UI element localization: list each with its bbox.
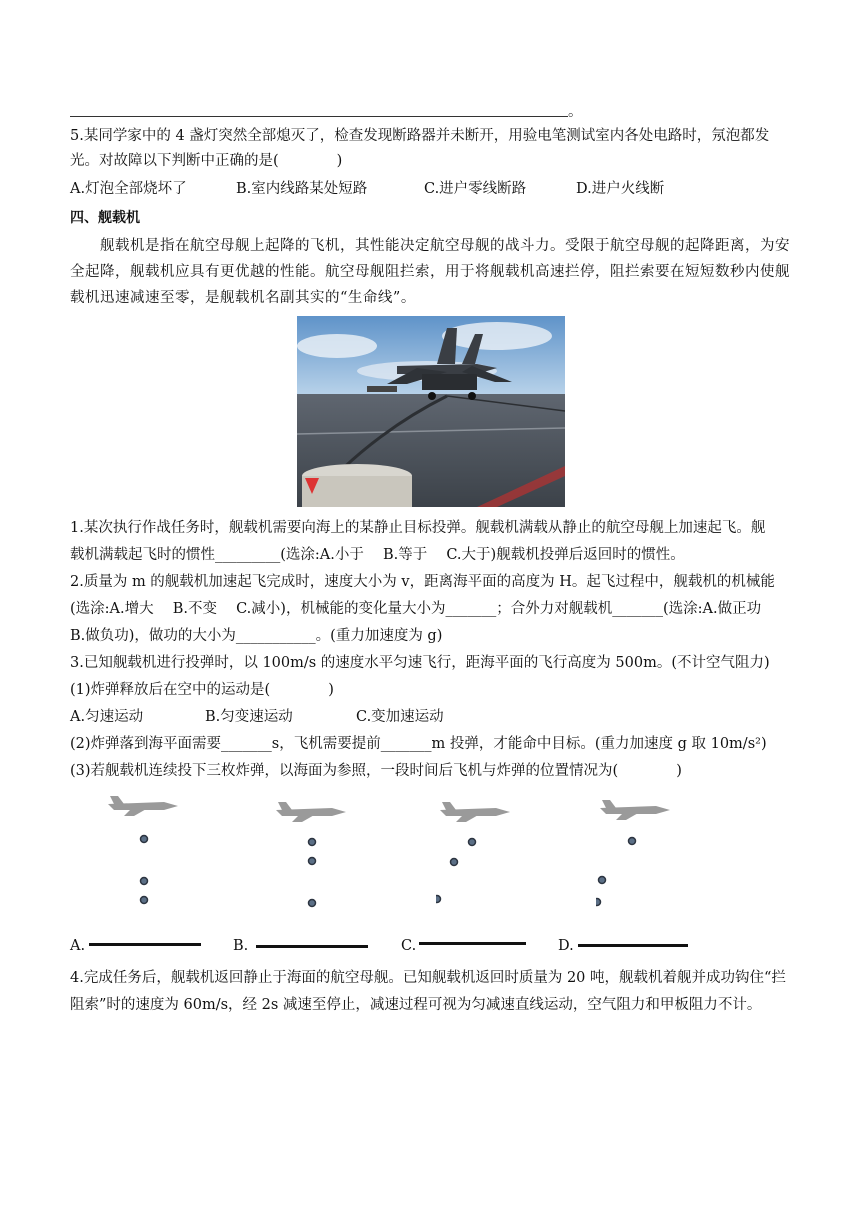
q1-line2: 载机满载起飞时的惯性_________(选涂:A.小于 B.等于 C.大于)舰载机投弹后返回时的惯性。 (70, 547, 685, 563)
figure-option-c-label: C. (401, 938, 417, 954)
q3-sub2: (2)炸弹落到海平面需要_______s，飞机需要提前_______m 投弹，才能命中目标。(重力加速度 g 取 10m/s²) (70, 736, 767, 752)
q3-sub1-option-a: A.匀速运动 (70, 709, 144, 725)
q5-option-c: C.进户零线断路 (424, 181, 527, 197)
figure-d-baseline (578, 944, 688, 947)
q2-line2: (选涂:A.增大 B.不变 C.减小)，机械能的变化量大小为_______；合外力对舰载机_______(选涂:A.做正功 (70, 601, 762, 617)
bomb-icon (596, 838, 636, 906)
plane-icon (108, 796, 178, 816)
jet-photo (297, 316, 565, 507)
figure-option-d-label: D. (558, 938, 574, 954)
q3-line1: 3.已知舰载机进行投弹时，以 100m/s 的速度水平匀速飞行，距海平面的飞行高度为 500m。(不计空气阻力) (70, 655, 770, 671)
q3-sub3: (3)若舰载机连续投下三枚炸弹，以海面为参照，一段时间后飞机与炸弹的位置情况为( ) (70, 763, 682, 779)
q4-line2: 阻索”时的速度为 60m/s，经 2s 减速至停止，减速过程可视为匀减速直线运动，空气阻力和甲板阻力不计。 (70, 997, 762, 1013)
figure-option-a-label: A. (70, 938, 86, 954)
bomb-icon (436, 839, 476, 903)
q5-option-b: B.室内线路某处短路 (236, 181, 368, 197)
plane-icon (440, 802, 510, 822)
intro-line3: 载机迅速减速至零，是舰载机名副其实的“生命线”。 (70, 290, 416, 306)
answer-blank-line (70, 116, 568, 117)
q5-line1: 5.某同学家中的 4 盏灯突然全部熄灭了，检查发现断路器并未断开，用验电笔测试室内各处电路时，氖泡都发 (70, 128, 770, 144)
q3-sub1: (1)炸弹释放后在空中的运动是( ) (70, 682, 334, 698)
q3-sub1-option-c: C.变加速运动 (356, 709, 444, 725)
intro-line2: 全起降，舰载机应具有更优越的性能。航空母舰阻拦索，用于将舰载机高速拦停，阻拦索要在短短数秒内使舰 (70, 264, 790, 280)
figure-a-baseline (89, 943, 201, 946)
q5-option-a: A.灯泡全部烧坏了 (70, 181, 187, 197)
plane-icon (600, 800, 670, 820)
figure-d (596, 794, 736, 914)
figure-b-baseline (256, 945, 368, 948)
figure-c-baseline (419, 942, 526, 945)
figure-a (104, 794, 244, 914)
figure-b (272, 794, 412, 914)
plane-icon (276, 802, 346, 822)
answer-end-mark: 。 (568, 104, 583, 120)
q3-sub1-option-b: B.匀变速运动 (205, 709, 293, 725)
section-title: 四、舰载机 (70, 210, 140, 226)
q2-line1: 2.质量为 m 的舰载机加速起飞完成时，速度大小为 v，距离海平面的高度为 H。起飞过程中，舰载机的机械能 (70, 574, 775, 590)
q1-line1: 1.某次执行作战任务时，舰载机需要向海上的某静止目标投弹。舰载机满载从静止的航空母舰上加速起飞。舰 (70, 520, 766, 536)
bomb-icon (309, 839, 316, 907)
intro-line1: 舰载机是指在航空母舰上起降的飞机，其性能决定航空母舰的战斗力。受限于航空母舰的起降距离，为安 (100, 238, 790, 254)
q2-line3: B.做负功)，做功的大小为___________。(重力加速度为 g) (70, 628, 443, 644)
bomb-icon (141, 836, 148, 904)
q4-line1: 4.完成任务后，舰载机返回静止于海面的航空母舰。已知舰载机返回时质量为 20 吨，舰载机着舰并成功钩住“拦 (70, 970, 786, 986)
figure-option-b-label: B. (233, 938, 249, 954)
figure-c (436, 794, 576, 914)
q5-option-d: D.进户火线断 (576, 181, 665, 197)
q5-line2: 光。对故障以下判断中正确的是( ) (70, 153, 343, 169)
